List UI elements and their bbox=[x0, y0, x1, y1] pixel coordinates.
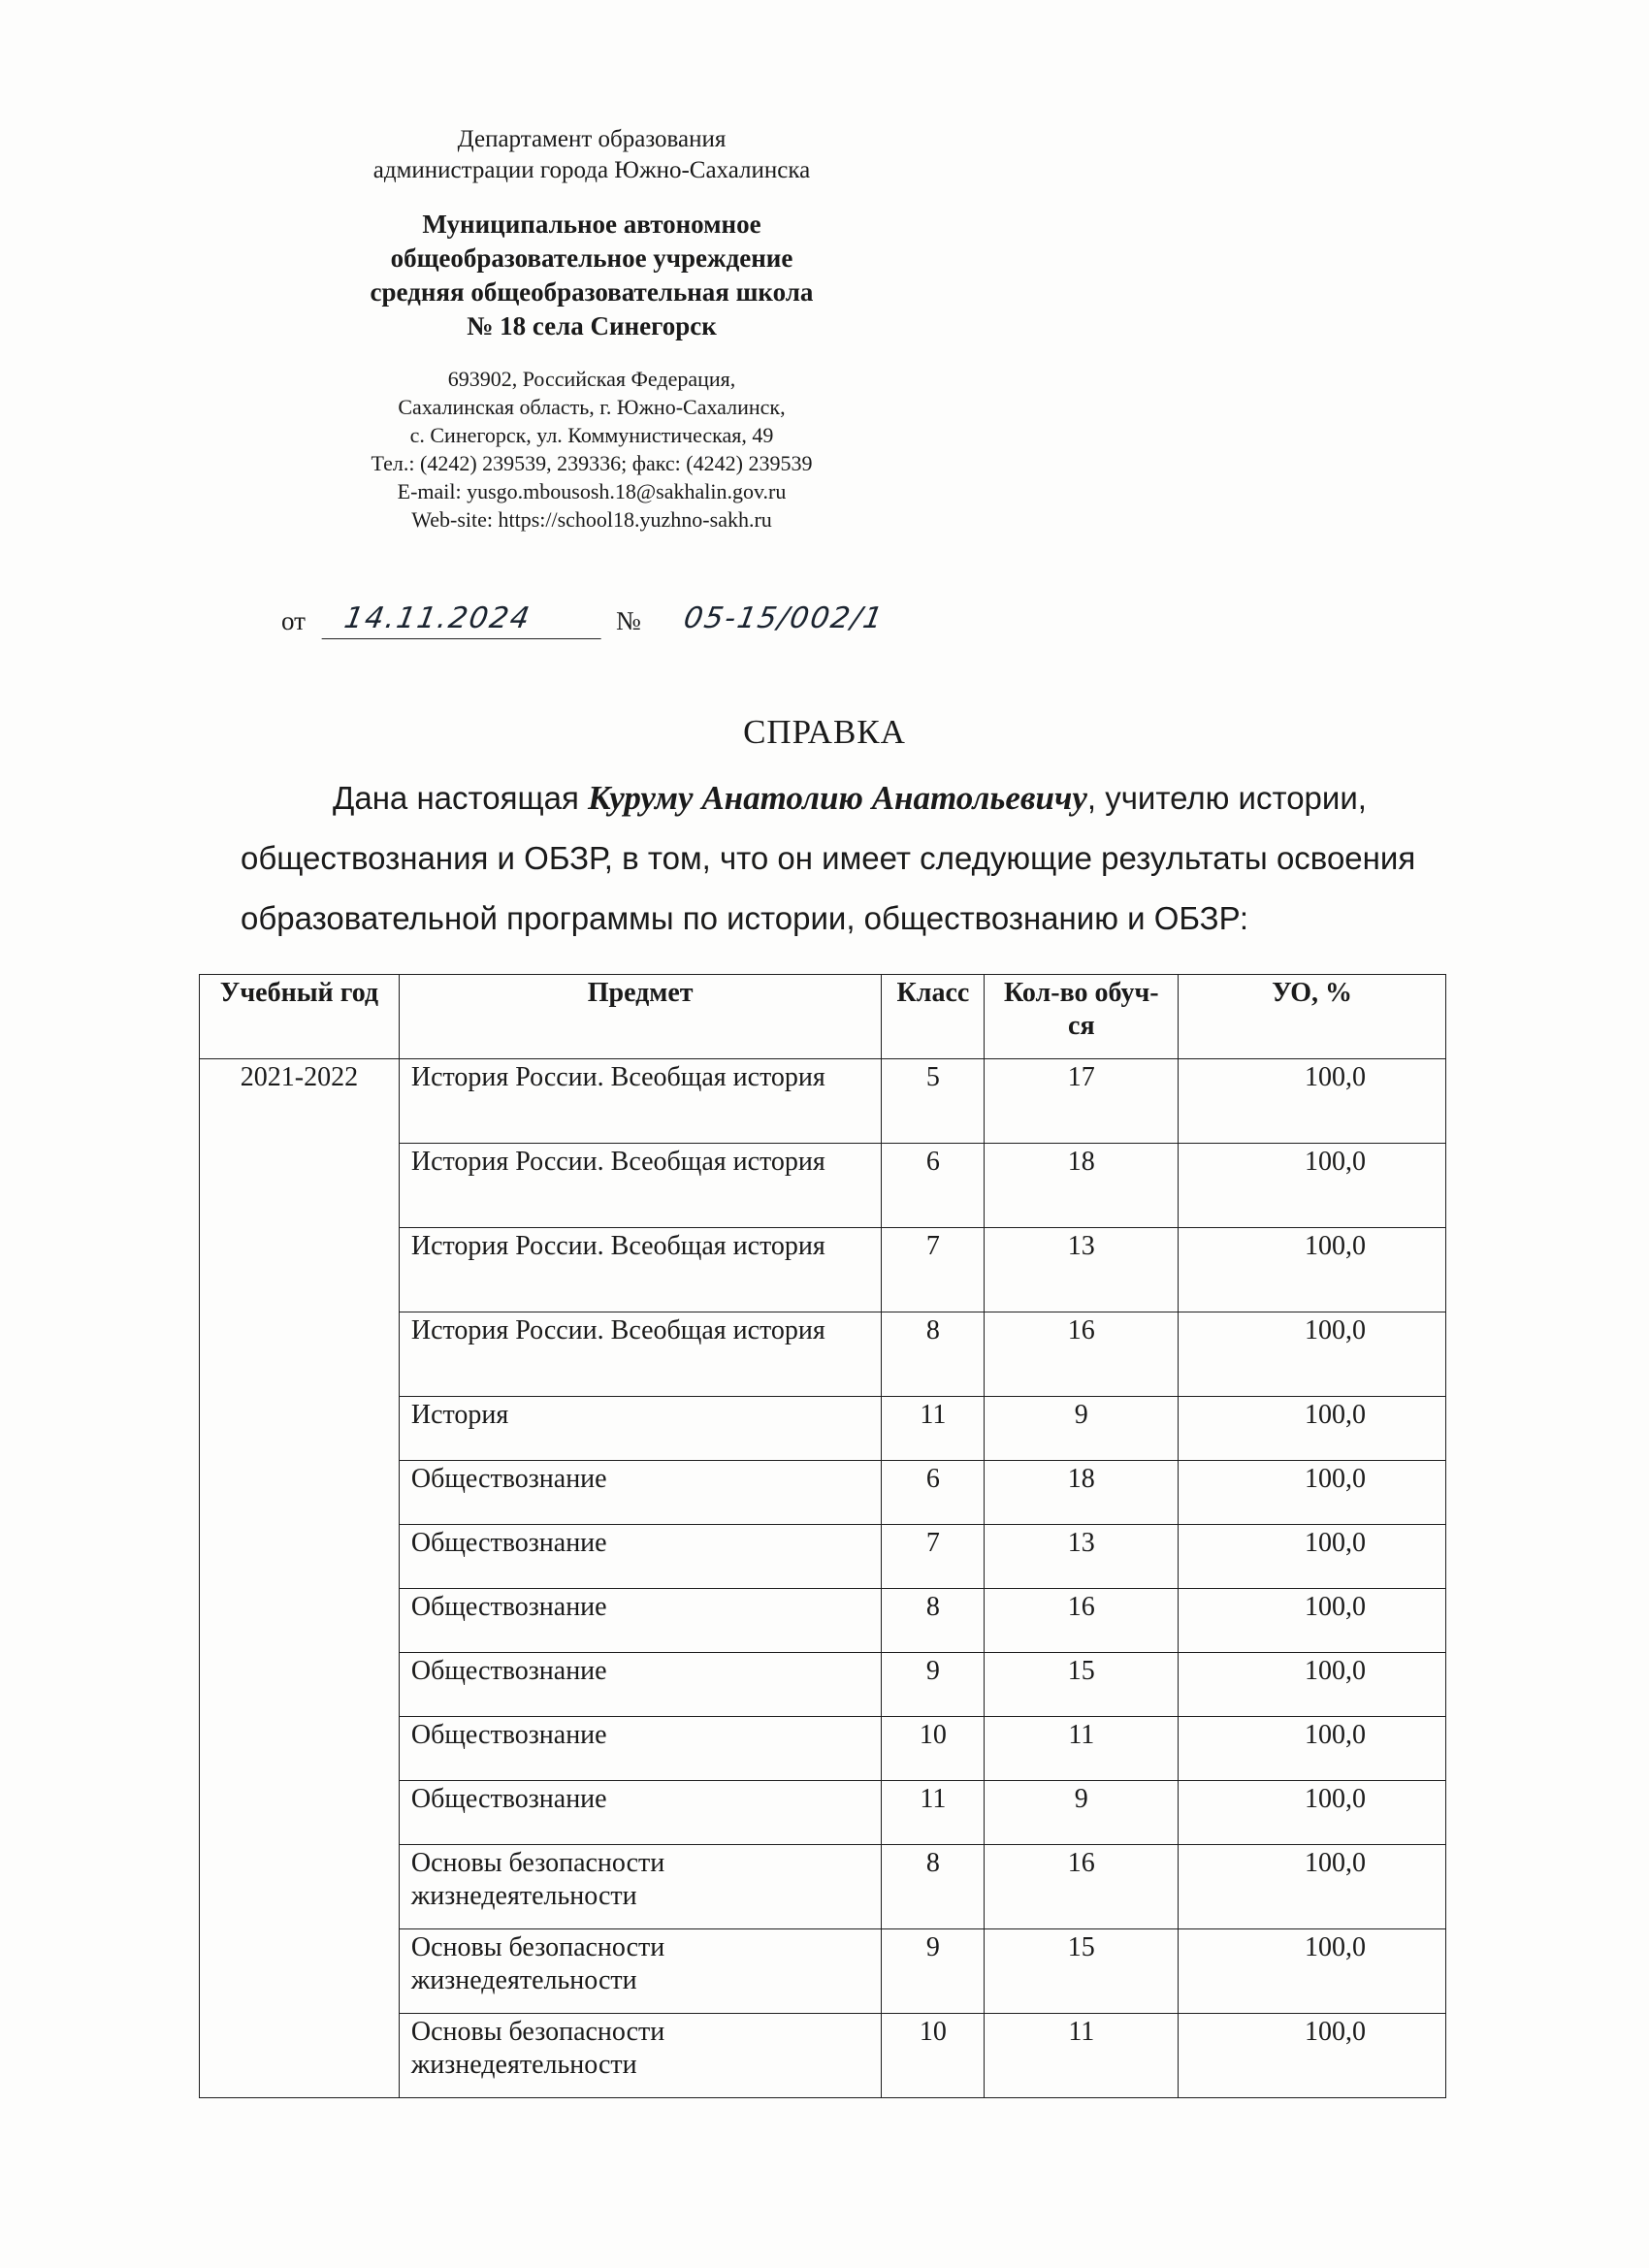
pct-cell: 100,0 bbox=[1179, 1144, 1446, 1228]
header-pct: УО, % bbox=[1179, 975, 1446, 1059]
letterhead bbox=[242, 124, 941, 534]
count-cell: 15 bbox=[985, 1653, 1179, 1717]
table-row bbox=[200, 1059, 1446, 1144]
header-subject: Предмет bbox=[399, 975, 882, 1059]
school-line-3: средняя общеобразовательная школа bbox=[370, 277, 814, 307]
pct-cell: 100,0 bbox=[1179, 1845, 1446, 1929]
class-cell: 7 bbox=[882, 1228, 985, 1312]
pct-cell: 100,0 bbox=[1179, 1653, 1446, 1717]
count-cell: 16 bbox=[985, 1845, 1179, 1929]
count-cell: 11 bbox=[985, 1717, 1179, 1781]
subject-cell: Обществознание bbox=[399, 1525, 882, 1589]
count-cell: 18 bbox=[985, 1461, 1179, 1525]
class-cell: 8 bbox=[882, 1845, 985, 1929]
class-cell: 8 bbox=[882, 1312, 985, 1397]
pct-cell: 100,0 bbox=[1179, 1525, 1446, 1589]
count-cell: 13 bbox=[985, 1525, 1179, 1589]
subject-cell: Обществознание bbox=[399, 1781, 882, 1845]
subject-cell: Основы безопасности жизнедеятельности bbox=[399, 1929, 882, 2014]
subject-cell: Основы безопасности жизнедеятельности bbox=[399, 1845, 882, 1929]
count-cell: 16 bbox=[985, 1312, 1179, 1397]
pct-cell: 100,0 bbox=[1179, 1228, 1446, 1312]
pct-cell: 100,0 bbox=[1179, 2014, 1446, 2098]
count-cell: 16 bbox=[985, 1589, 1179, 1653]
subject-cell: Обществознание bbox=[399, 1717, 882, 1781]
handwritten-number: 05-15/002/1 bbox=[681, 601, 888, 635]
email-line: E-mail: yusgo.mbousosh.18@sakhalin.gov.ru bbox=[397, 479, 787, 503]
subject-cell: Обществознание bbox=[399, 1589, 882, 1653]
pct-cell: 100,0 bbox=[1179, 1929, 1446, 2014]
handwritten-date: 14.11.2024 bbox=[322, 601, 608, 639]
subject-cell: Основы безопасности жизнедеятельности bbox=[399, 2014, 882, 2098]
pct-cell: 100,0 bbox=[1179, 1059, 1446, 1144]
school-line-1: Муниципальное автономное bbox=[422, 210, 761, 239]
website-line: Web-site: https://school18.yuzhno-sakh.ru bbox=[411, 507, 772, 532]
number-label: № bbox=[616, 606, 641, 635]
pct-cell: 100,0 bbox=[1179, 1461, 1446, 1525]
school-address bbox=[242, 365, 941, 534]
pct-cell: 100,0 bbox=[1179, 1781, 1446, 1845]
class-cell: 9 bbox=[882, 1929, 985, 2014]
pct-cell: 100,0 bbox=[1179, 1589, 1446, 1653]
class-cell: 7 bbox=[882, 1525, 985, 1589]
class-cell: 9 bbox=[882, 1653, 985, 1717]
school-line-4: № 18 села Синегорск bbox=[467, 311, 717, 340]
class-cell: 11 bbox=[882, 1397, 985, 1461]
intro-continuation: , учителю истории, обществознания и ОБЗР, в том, что он имеет следующие результаты освоения образовательной программы по истории, обществознанию и ОБЗР: bbox=[241, 780, 1416, 936]
count-cell: 15 bbox=[985, 1929, 1179, 2014]
document-reference bbox=[281, 601, 960, 648]
address-line-1: 693902, Российская Федерация, bbox=[447, 367, 736, 391]
intro-text: Дана настоящая bbox=[333, 780, 589, 816]
address-line-2: Сахалинская область, г. Южно-Сахалинск, bbox=[398, 395, 786, 419]
address-line-3: с. Синегорск, ул. Коммунистическая, 49 bbox=[409, 423, 774, 447]
phone-line: Тел.: (4242) 239539, 239336; факс: (4242) 239539 bbox=[371, 451, 813, 475]
count-cell: 18 bbox=[985, 1144, 1179, 1228]
class-cell: 5 bbox=[882, 1059, 985, 1144]
count-cell: 11 bbox=[985, 2014, 1179, 2098]
subject-cell: Обществознание bbox=[399, 1653, 882, 1717]
count-cell: 17 bbox=[985, 1059, 1179, 1144]
certificate-text bbox=[241, 768, 1472, 949]
school-line-2: общеобразовательное учреждение bbox=[390, 243, 793, 273]
table-header-row bbox=[200, 975, 1446, 1059]
person-name: Куруму Анатолию Анатольевичу bbox=[588, 779, 1087, 817]
subject-cell: История bbox=[399, 1397, 882, 1461]
school-name bbox=[242, 208, 941, 343]
subject-cell: История России. Всеобщая история bbox=[399, 1228, 882, 1312]
class-cell: 6 bbox=[882, 1461, 985, 1525]
subject-cell: История России. Всеобщая история bbox=[399, 1312, 882, 1397]
document-title: СПРАВКА bbox=[743, 713, 906, 751]
pct-cell: 100,0 bbox=[1179, 1397, 1446, 1461]
subject-cell: Обществознание bbox=[399, 1461, 882, 1525]
pct-cell: 100,0 bbox=[1179, 1717, 1446, 1781]
header-year: Учебный год bbox=[200, 975, 400, 1059]
results-table bbox=[199, 974, 1446, 2098]
count-cell: 9 bbox=[985, 1397, 1179, 1461]
department-line-2: администрации города Южно-Сахалинска bbox=[372, 157, 811, 183]
class-cell: 8 bbox=[882, 1589, 985, 1653]
department-line-1: Департамент образования bbox=[457, 126, 727, 152]
header-count: Кол-во обуч-ся bbox=[985, 975, 1179, 1059]
class-cell: 10 bbox=[882, 2014, 985, 2098]
pct-cell: 100,0 bbox=[1179, 1312, 1446, 1397]
academic-year-cell: 2021-2022 bbox=[200, 1059, 400, 2098]
header-class: Класс bbox=[882, 975, 985, 1059]
date-label: от bbox=[281, 606, 306, 635]
count-cell: 13 bbox=[985, 1228, 1179, 1312]
count-cell: 9 bbox=[985, 1781, 1179, 1845]
class-cell: 11 bbox=[882, 1781, 985, 1845]
class-cell: 6 bbox=[882, 1144, 985, 1228]
class-cell: 10 bbox=[882, 1717, 985, 1781]
subject-cell: История России. Всеобщая история bbox=[399, 1059, 882, 1144]
subject-cell: История России. Всеобщая история bbox=[399, 1144, 882, 1228]
